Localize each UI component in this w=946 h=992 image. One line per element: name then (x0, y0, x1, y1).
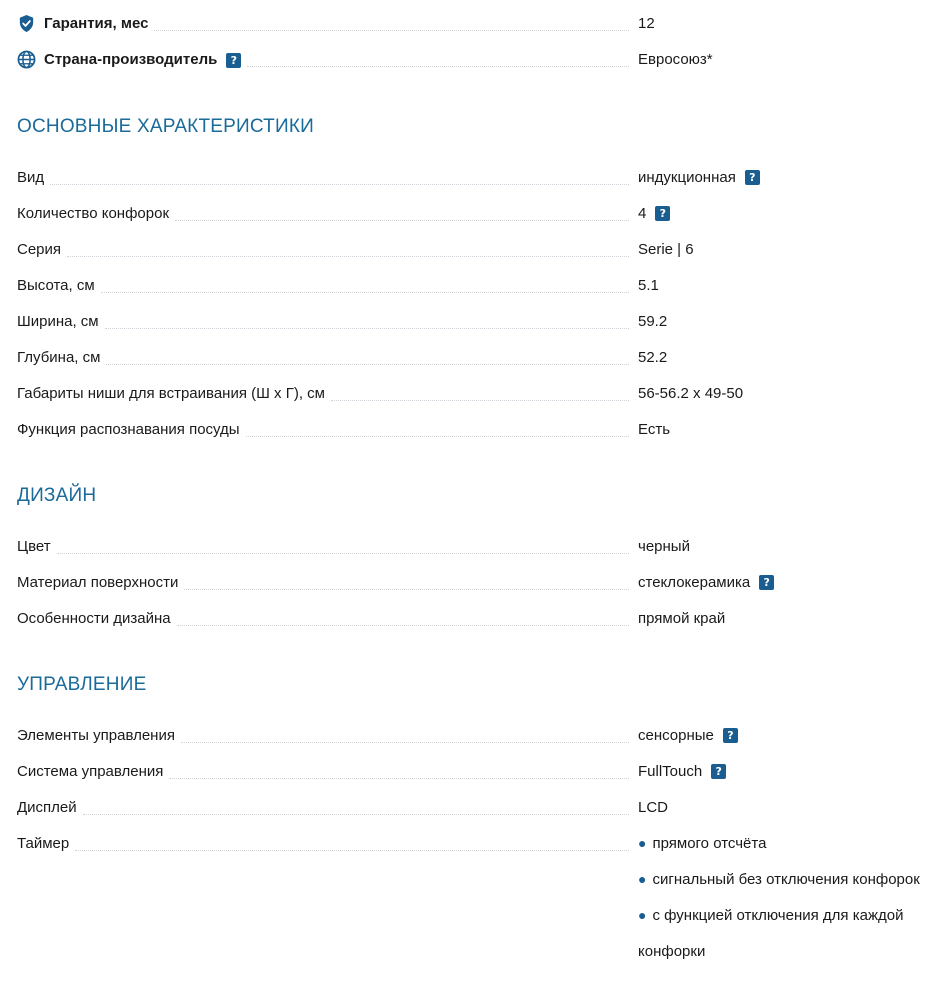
spec-value: 5.1 (638, 276, 659, 294)
spec-value: LCD (638, 798, 669, 816)
dotted-leader (154, 30, 629, 31)
spec-row (17, 570, 946, 594)
spec-value: 52.2 (638, 348, 668, 366)
dotted-leader (105, 328, 629, 329)
spec-row (17, 534, 946, 558)
timer-value-item: ● сигнальный без отключения конфорок (638, 870, 920, 888)
spec-row (17, 831, 946, 855)
bullet-icon: ● (638, 907, 647, 923)
spec-label: Ширина, см (17, 313, 105, 330)
timer-value-item: ● с функцией отключения для каждой (638, 906, 904, 924)
bullet-icon: ● (638, 871, 647, 887)
dotted-leader (331, 400, 629, 401)
help-icon[interactable]: ? (723, 728, 738, 743)
help-icon[interactable]: ? (711, 764, 726, 779)
spec-value: стеклокерамика (638, 573, 751, 591)
spec-label: Таймер (17, 835, 75, 852)
bullet-icon: ● (638, 835, 647, 851)
spec-value: Есть (638, 420, 671, 438)
help-icon[interactable]: ? (226, 53, 241, 68)
spec-label: Высота, см (17, 277, 101, 294)
section-title-design: ДИЗАЙН (17, 485, 97, 506)
dotted-leader (175, 220, 629, 221)
spec-value: 4 (638, 204, 647, 222)
spec-label: Габариты ниши для встраивания (Ш х Г), см (17, 385, 331, 402)
spec-label: Дисплей (17, 799, 83, 816)
spec-label: Особенности дизайна (17, 610, 177, 627)
dotted-leader (83, 814, 629, 815)
spec-label: Система управления (17, 763, 169, 780)
spec-value: сенсорные (638, 726, 714, 744)
spec-row (17, 345, 946, 369)
spec-value: 59.2 (638, 312, 668, 330)
spec-label: Количество конфорок (17, 205, 175, 222)
dotted-leader (246, 436, 629, 437)
spec-row (17, 309, 946, 333)
dotted-leader (181, 742, 629, 743)
dotted-leader (67, 256, 629, 257)
shield-check-icon (17, 14, 36, 33)
globe-icon (17, 50, 36, 69)
spec-value: черный (638, 537, 690, 555)
spec-row (17, 795, 946, 819)
section-title-control: УПРАВЛЕНИЕ (17, 674, 147, 695)
spec-label: Серия (17, 241, 67, 258)
dotted-leader (177, 625, 629, 626)
spec-row (17, 606, 946, 630)
dotted-leader (247, 66, 629, 67)
spec-value: 12 (638, 14, 655, 32)
timer-value-item: ● прямого отсчёта (638, 834, 767, 852)
dotted-leader (101, 292, 629, 293)
spec-label: Вид (17, 169, 50, 186)
spec-label: Страна-производитель ? (44, 51, 247, 68)
help-icon[interactable]: ? (745, 170, 760, 185)
dotted-leader (184, 589, 629, 590)
spec-label: Материал поверхности (17, 574, 184, 591)
dotted-leader (106, 364, 629, 365)
dotted-leader (75, 850, 629, 851)
spec-label: Глубина, см (17, 349, 106, 366)
spec-row (17, 165, 946, 189)
help-icon[interactable]: ? (759, 575, 774, 590)
spec-row (17, 273, 946, 297)
spec-label: Цвет (17, 538, 57, 555)
spec-value: FullTouch (638, 762, 703, 780)
spec-value: Serie | 6 (638, 240, 694, 258)
timer-value-continuation: конфорки (638, 942, 706, 960)
spec-row (17, 417, 946, 441)
spec-label: Функция распознавания посуды (17, 421, 246, 438)
spec-label: Элементы управления (17, 727, 181, 744)
spec-value: прямой край (638, 609, 726, 627)
spec-value: Евросоюз* (638, 50, 713, 68)
spec-row (17, 381, 946, 405)
spec-row-warranty (17, 11, 946, 35)
spec-value: индукционная (638, 168, 736, 186)
spec-row-country (17, 47, 946, 71)
dotted-leader (50, 184, 629, 185)
section-title-main: ОСНОВНЫЕ ХАРАКТЕРИСТИКИ (17, 116, 314, 137)
spec-row (17, 723, 946, 747)
spec-row (17, 237, 946, 261)
spec-value: 56-56.2 x 49-50 (638, 384, 744, 402)
dotted-leader (57, 553, 629, 554)
spec-row (17, 201, 946, 225)
help-icon[interactable]: ? (655, 206, 670, 221)
spec-row (17, 759, 946, 783)
dotted-leader (169, 778, 629, 779)
spec-label: Гарантия, мес (44, 15, 154, 32)
